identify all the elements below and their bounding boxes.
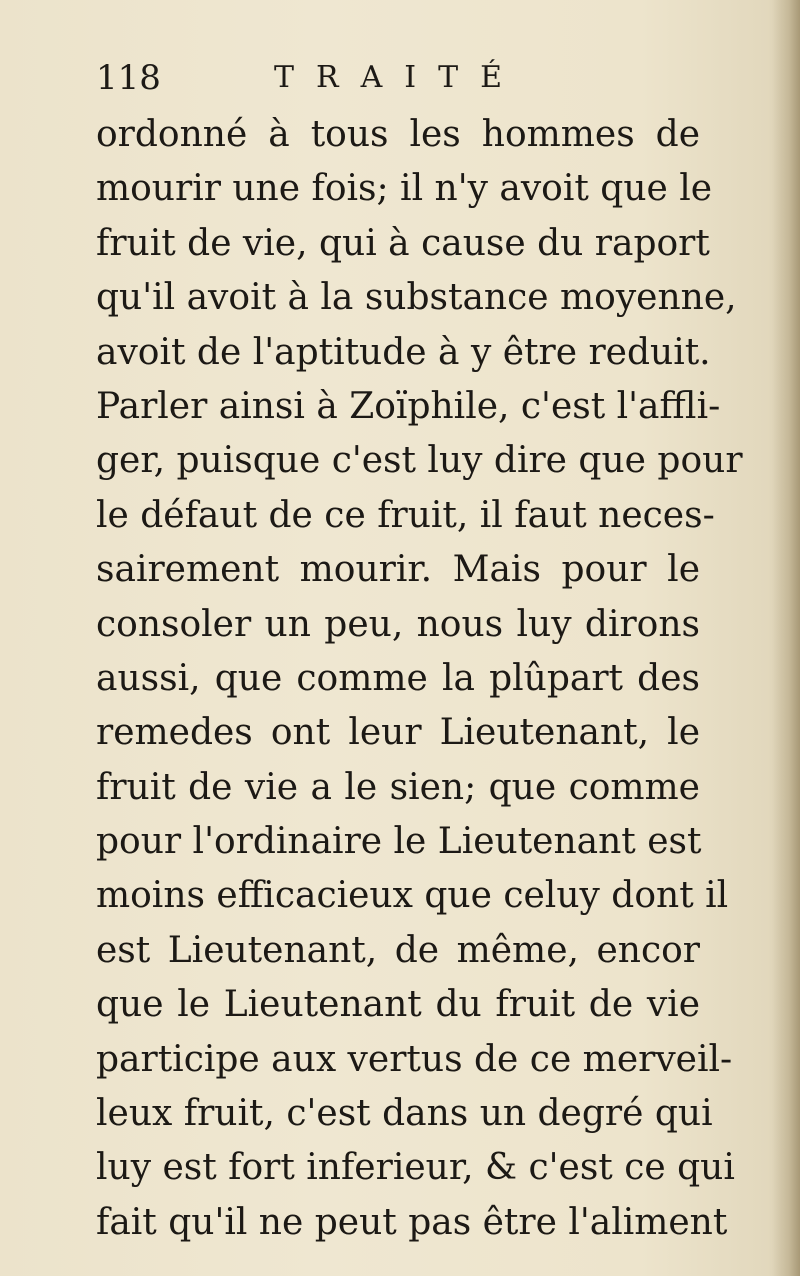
text-line: sairement mourir. Mais pour le [96, 549, 700, 591]
page-header [96, 58, 696, 108]
text-line: moins efficacieux que celuy dont il [96, 875, 729, 917]
text-line: que le Lieutenant du fruit de vie [96, 984, 700, 1026]
text-line: fait qu'il ne peut pas être l'aliment [96, 1201, 728, 1243]
text-line: participe aux vertus de ce merveil- [96, 1038, 733, 1080]
text-line: qu'il avoit à la substance moyenne, [96, 277, 737, 319]
text-line: aussi, que comme la plûpart des [96, 657, 700, 699]
page-edge-shadow [772, 0, 800, 1276]
text-line: consoler un peu, nous luy dirons [96, 603, 700, 645]
running-head: TRAITÉ [274, 60, 525, 95]
text-line: leux fruit, c'est dans un degré qui [96, 1093, 713, 1135]
text-line: avoit de l'aptitude à y être reduit. [96, 331, 711, 373]
text-line: le défaut de ce fruit, il faut neces- [96, 494, 715, 536]
text-line: ordonné à tous les hommes de [96, 114, 700, 155]
text-line: remedes ont leur Lieutenant, le [96, 712, 700, 754]
text-line: Parler ainsi à Zoïphile, c'est l'affli- [96, 385, 721, 427]
page-number: 118 [96, 58, 161, 98]
text-line: fruit de vie, qui à cause du raport [96, 222, 710, 264]
text-line: ger, puisque c'est luy dire que pour [96, 440, 743, 482]
text-line: est Lieutenant, de même, encor [96, 929, 700, 971]
text-line: luy est fort inferieur, & c'est ce qui [96, 1147, 735, 1189]
body-text [96, 108, 743, 1250]
text-line: pour l'ordinaire le Lieutenant est [96, 821, 702, 863]
text-line: fruit de vie a le sien; que comme [96, 766, 700, 808]
text-line: mourir une fois; il n'y avoit que le [96, 168, 713, 210]
